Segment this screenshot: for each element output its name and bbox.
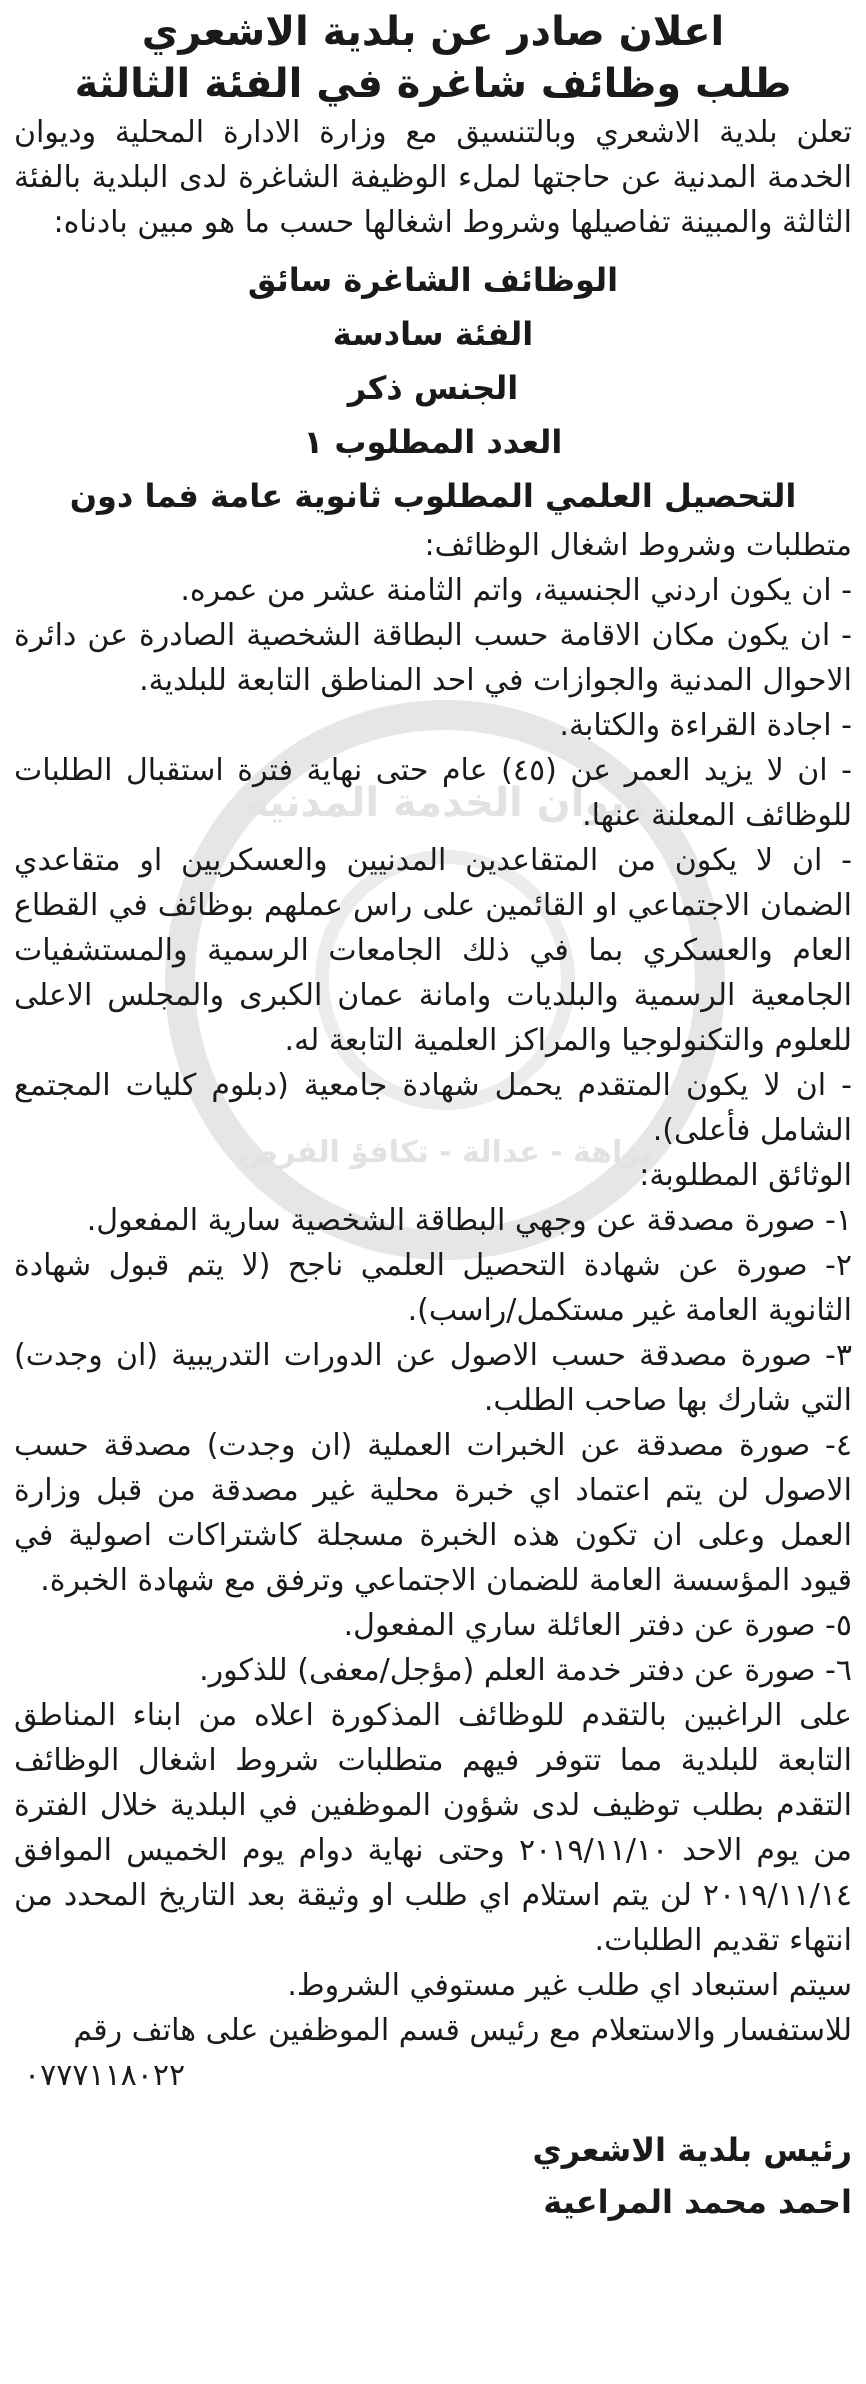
requirement-item: - ان يكون مكان الاقامة حسب البطاقة الشخصية الصادرة عن دائرة الاحوال المدنية والجوازات في احد المناطق التابعة للبلدية.: [14, 618, 852, 698]
document-item: ٣- صورة مصدقة حسب الاصول عن الدورات التدريبية (ان وجدت) التي شارك بها صاحب الطلب.: [14, 1338, 852, 1418]
signature-role: رئيس بلدية الاشعري: [532, 2131, 852, 2169]
exclusion-note: سيتم استبعاد اي طلب غير مستوفي الشروط.: [287, 1968, 852, 2003]
watermark-top-text: ديوان الخدمة المدنية: [244, 780, 646, 826]
documents-heading: الوثائق المطلوبة:: [639, 1158, 852, 1193]
watermark-bottom-text: نزاهة - عدالة - تكافؤ الفرص: [237, 1135, 653, 1170]
requirement-item: - ان لا يكون المتقدم يحمل شهادة جامعية (دبلوم كليات المجتمع الشامل فأعلى).: [14, 1068, 852, 1148]
announcement-content: [14, 6, 852, 2228]
job-count: العدد المطلوب ١: [303, 423, 563, 461]
requirement-item: - ان لا يزيد العمر عن (٤٥) عام حتى نهاية فترة استقبال الطلبات للوظائف المعلنة عنها.: [14, 753, 852, 833]
job-title: الوظائف الشاغرة سائق: [247, 261, 619, 299]
document-item: ٦- صورة عن دفتر خدمة العلم (مؤجل/معفى) للذكور.: [199, 1653, 852, 1688]
requirement-item: - ان لا يكون من المتقاعدين المدنيين والعسكريين او متقاعدي الضمان الاجتماعي او القائمين على راس عملهم بوظائف في القطاع العام والعسكري بما في ذلك الجامعات الرسمية والمستشفيات الجامعية الرسمية والبلديات وامانة عمان الكبرى والمجلس الاعلى للعلوم والتكنولوجيا والمراكز العلمية التابعة له.: [14, 843, 852, 1058]
announcement-subtitle: طلب وظائف شاغرة في الفئة الثالثة: [74, 61, 792, 107]
inquiry-note: للاستفسار والاستعلام مع رئيس قسم الموظفين على هاتف رقم: [73, 2013, 852, 2048]
intro-paragraph: تعلن بلدية الاشعري وبالتنسيق مع وزارة الادارة المحلية وديوان الخدمة المدنية عن حاجتها لملء الوظيفة الشاغرة لدى البلدية بالفئة الثالثة والمبينة تفاصيلها وشروط اشغالها حسب ما هو مبين بادناه:: [14, 115, 852, 240]
document-item: ١- صورة مصدقة عن وجهي البطاقة الشخصية سارية المفعول.: [86, 1203, 852, 1238]
job-education: التحصيل العلمي المطلوب ثانوية عامة فما دون: [69, 477, 797, 515]
signature-name: احمد محمد المراعية: [543, 2183, 852, 2221]
job-gender: الجنس ذكر: [347, 369, 519, 407]
announcement-title: اعلان صادر عن بلدية الاشعري: [141, 9, 725, 55]
requirement-item: - ان يكون اردني الجنسية، واتم الثامنة عشر من عمره.: [180, 573, 852, 608]
phone-number: ٠٧٧٧١١٨٠٢٢: [24, 2058, 186, 2093]
requirement-item: - اجادة القراءة والكتابة.: [559, 708, 852, 743]
requirements-heading: متطلبات وشروط اشغال الوظائف:: [424, 528, 852, 563]
job-category: الفئة سادسة: [332, 315, 534, 353]
closing-paragraph: على الراغبين بالتقدم للوظائف المذكورة اعلاه من ابناء المناطق التابعة للبلدية مما تتوفر فيهم متطلبات شروط اشغال الوظائف التقدم بطلب توظيف لدى شؤون الموظفين في البلدية خلال الفترة من يوم الاحد ٢٠١٩/١١/١٠ وحتى نهاية دوام يوم الخميس الموافق ٢٠١٩/١١/١٤ لن يتم استلام اي طلب او وثيقة بعد التاريخ المحدد من انتهاء تقديم الطلبات.: [14, 1698, 852, 1958]
document-item: ٢- صورة عن شهادة التحصيل العلمي ناجح (لا يتم قبول شهادة الثانوية العامة غير مستكمل/راسب).: [14, 1248, 852, 1328]
document-item: ٥- صورة عن دفتر العائلة ساري المفعول.: [343, 1608, 852, 1643]
document-item: ٤- صورة مصدقة عن الخبرات العملية (ان وجدت) مصدقة حسب الاصول لن يتم اعتماد اي خبرة محلية غير مصدقة من قبل وزارة العمل وعلى ان تكون هذه الخبرة مسجلة كاشتراكات اصولية في قيود المؤسسة العامة للضمان الاجتماعي وترفق مع شهادة الخبرة.: [14, 1428, 852, 1598]
